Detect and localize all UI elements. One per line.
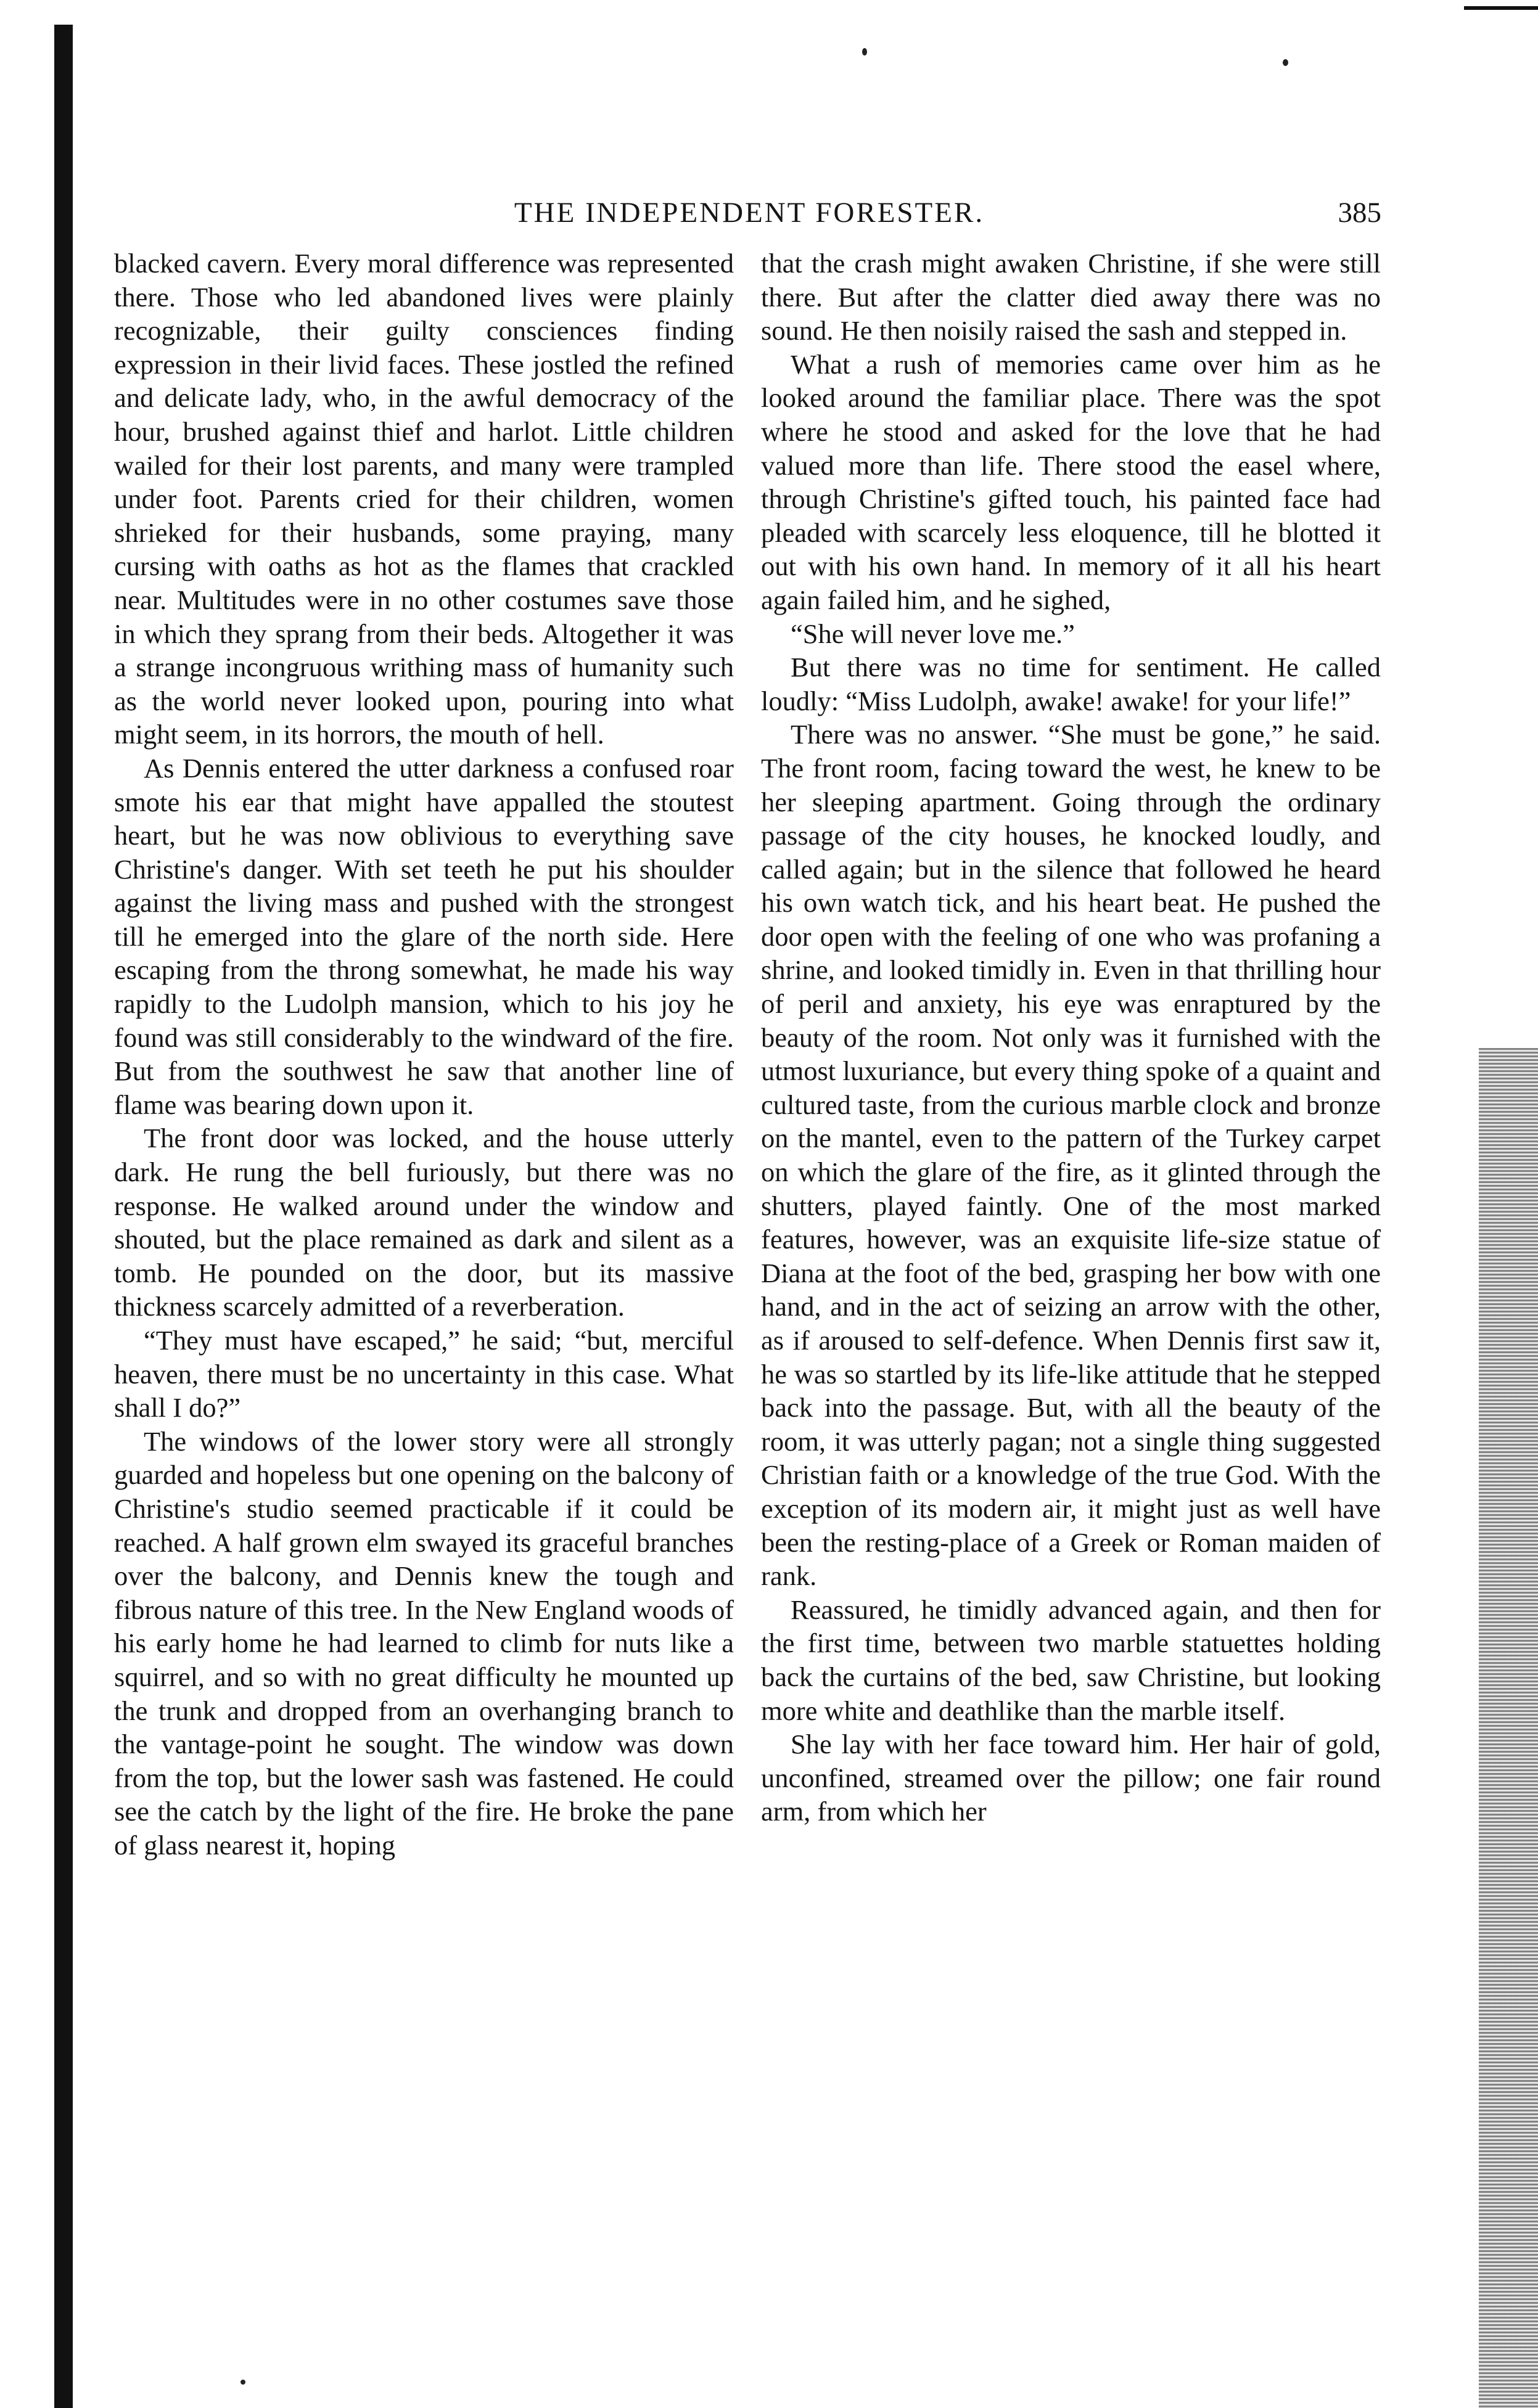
running-title: THE INDEPENDENT FORESTER. [514,197,985,229]
paragraph: “They must have escaped,” he said; “but, merciful heaven, there must be no uncertainty in this case. What shall I do?” [114,1325,734,1423]
scan-speck [862,48,867,55]
paragraph: The front door was locked, and the house utterly dark. He rung the bell furiously, but there was no response. He walked around under the window and shouted, but the place remained as dark and silent as a tomb. He pounded on the door, but its massive thickness scarcely admitted of a reverberation. [114,1123,734,1322]
paragraph: But there was no time for sentiment. He called loudly: “Miss Ludolph, awake! awake! for your life!” [761,652,1381,716]
right-column [761,247,1381,2355]
page-number: 385 [1338,197,1381,229]
running-head [117,196,1381,245]
paragraph: blacked cavern. Every moral difference was represented there. Those who led abandoned lives were plainly recognizable, their guilty consciences finding expression in their livid faces. These jostled the refined and delicate lady, who, in the awful democracy of the hour, brushed against thief and harlot. Little children wailed for their lost parents, and many were trampled under foot. Parents cried for their children, women shrieked for their husbands, some praying, many cursing with oaths as hot as the flames that crackled near. Multitudes were in no other costumes save those in which they sprang from their beds. Altogether it was a strange incongruous writhing mass of humanity such as the world never looked upon, pouring into what might seem, in its horrors, the mouth of hell. [114,248,734,750]
paragraph: “She will never love me.” [791,618,1075,649]
scan-speck [1283,59,1288,66]
paragraph: Reassured, he timidly advanced again, and then for the first time, between two marble statuettes holding back the curtains of the bed, saw Christine, but looking more white and deathlike than the marble itself. [761,1594,1381,1726]
left-column [114,247,734,2355]
paragraph: She lay with her face toward him. Her hair of gold, unconfined, streamed over the pillow; one fair round arm, from which her [761,1729,1381,1827]
scan-margin-bar [54,25,73,2408]
paragraph: As Dennis entered the utter darkness a confused roar smote his ear that might have appalled the stoutest heart, but he was now oblivious to everything save Christine's danger. With set teeth he put his shoulder against the living mass and pushed with the strongest till he emerged into the glare of the north side. Here escaping from the throng somewhat, he made his way rapidly to the Ludolph mansion, which to his joy he found was still considerably to the windward of the fire. But from the southwest he saw that another line of flame was bearing down upon it. [114,752,734,1120]
scan-speck [241,2380,245,2385]
scan-top-rule [1464,6,1538,10]
paragraph: There was no answer. “She must be gone,” he said. The front room, facing toward the west, he knew to be her sleeping apartment. Going through the ordinary passage of the city houses, he knocked loudly, and called again; but in the silence that followed he heard his own watch tick, and his heart beat. He pushed the door open with the feeling of one who was profaning a shrine, and looked timidly in. Even in that thrilling hour of peril and anxiety, his eye was enraptured by the beauty of the room. Not only was it furnished with the utmost luxuriance, but every thing spoke of a quaint and cultured taste, from the curious marble clock and bronze on the mantel, even to the pattern of the Turkey carpet on which the glare of the fire, as it glinted through the shutters, played faintly. One of the most marked features, however, was an exquisite life-size statue of Diana at the foot of the bed, grasping her bow with one hand, and in the act of seizing an arrow with the other, as if aroused to self-defence. When Dennis first saw it, he was so startled by its life-like attitude that he stepped back into the passage. But, with all the beauty of the room, it was utterly pagan; not a single thing suggested Christian faith or a knowledge of the true God. With the exception of its modern air, it might just as well have been the resting-place of a Greek or Roman maiden of rank. [761,719,1381,1592]
paragraph: What a rush of memories came over him as he looked around the familiar place. There was the spot where he stood and asked for the love that he had valued more than life. There stood the easel where, through Christine's gifted touch, his painted face had pleaded with scarcely less eloquence, till he blotted it out with his own hand. In memory of it all his heart again failed him, and he sighed, [761,348,1381,615]
scan-right-edge [1479,1048,1538,2408]
paragraph: that the crash might awaken Christine, if she were still there. But after the clatter died away there was no sound. He then noisily raised the sash and stepped in. [761,248,1381,346]
paragraph: The windows of the lower story were all strongly guarded and hopeless but one opening on the balcony of Christine's studio seemed practicable if it could be reached. A half grown elm swayed its graceful branches over the balcony, and Dennis knew the tough and fibrous nature of this tree. In the New England woods of his early home he had learned to climb for nuts like a squirrel, and so with no great difficulty he mounted up the trunk and dropped from an overhanging branch to the vantage-point he sought. The window was down from the top, but the lower sash was fastened. He could see the catch by the light of the fire. He broke the pane of glass nearest it, hoping [114,1425,734,1861]
